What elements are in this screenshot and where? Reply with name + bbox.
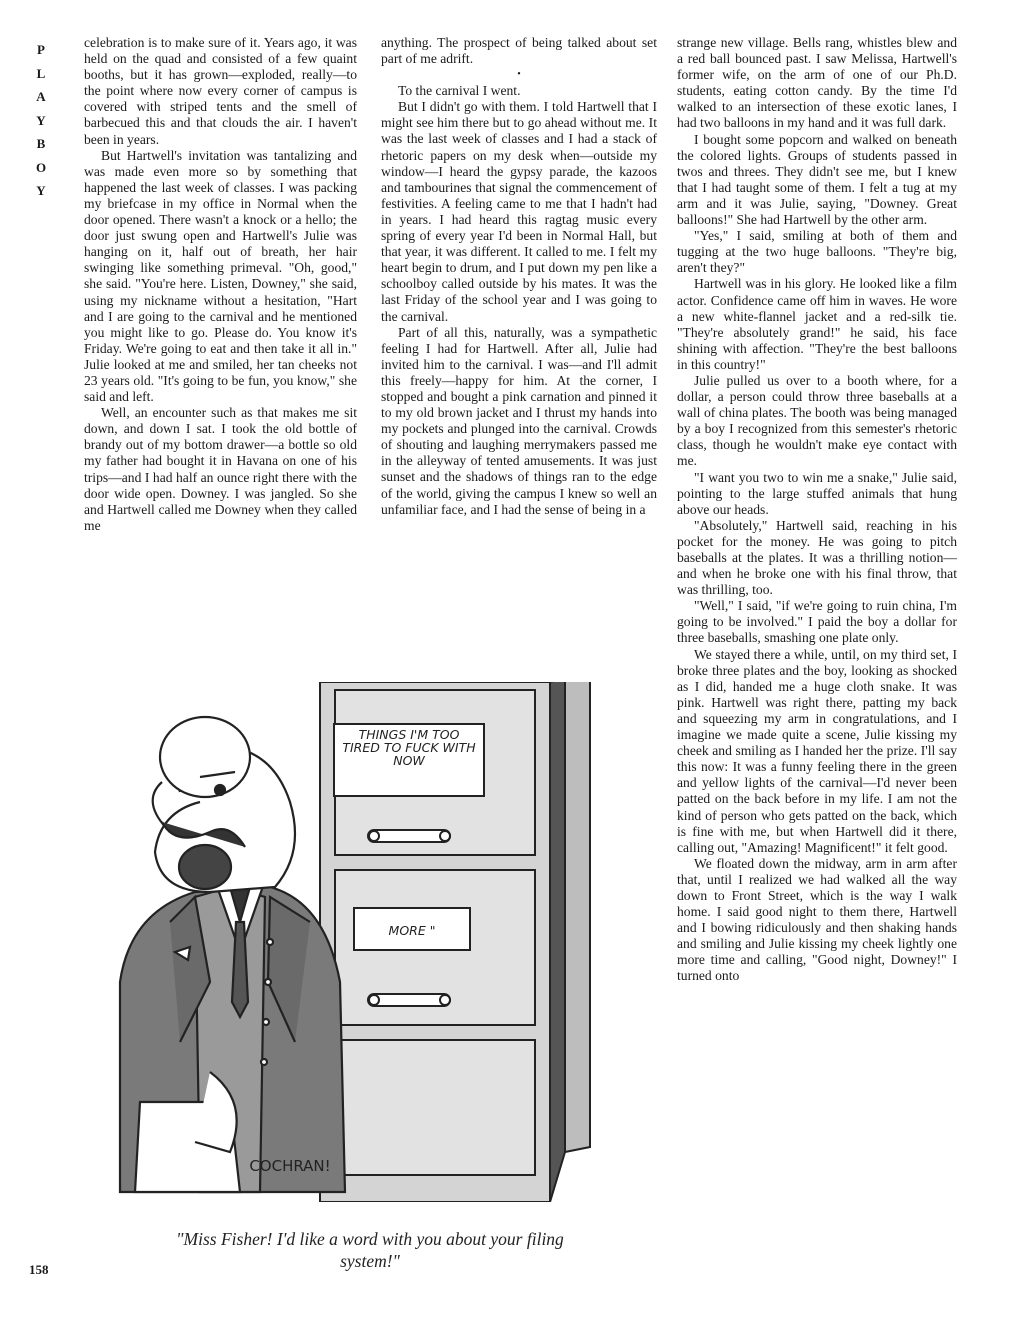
paragraph: But I didn't go with them. I told Hartwell that I might see him there but to go ahead without me. It was the last week of classes and I had a stack of rhetoric papers on my desk when—outside my window—I heard the gypsy parade, the kazoos and tambourines that signal the commencement of festivities. A feeling came to me that I hadn't had in years. I had heard this ragtag music every spring of every year I'd been in Normal Hall, but that year, it was different. It called to me. I felt my heart begin to drum, and I put down my pen like a schoolboy called outside by his mates. It was the last Friday of the school year and I was going to the carnival. <box>381 99 657 324</box>
magazine-letter: L <box>36 65 46 81</box>
paragraph: "Yes," I said, smiling at both of them and tugging at the two huge balloons. "They're big, aren't they?" <box>677 228 957 276</box>
paragraph: "I want you two to win me a snake," Julie said, pointing to the large stuffed animals that hung above our heads. <box>677 469 957 517</box>
paragraph: We floated down the midway, arm in arm after that, until I realized we had walked all the way down to Front Street, which is the way I walk home. I said good night to them there, Hartwell and I bowing ridiculously and then shaking hands and smiling and Julie kissing my cheek lightly one more time and calling, "Good night, Downey!" I turned onto <box>677 855 957 984</box>
section-break-dot: • <box>517 69 521 81</box>
paragraph: "Absolutely," Hartwell said, reaching in his pocket for the money. He was going to pitch baseballs at the plates. It was a thrilling notion—and when he broke one with his final throw, that was thrilling, too. <box>677 517 957 598</box>
magazine-name-vertical <box>29 38 53 203</box>
page-number: 158 <box>29 1262 49 1277</box>
paragraph: strange new village. Bells rang, whistles blew and a red ball bounced past. I saw Melissa, Hartwell's former wife, on the arm of one of our Ph.D. students, eating cotton candy. By the time I'd walked to an intersection of these exotic lanes, I had two balloons in my hand and it was full dark. <box>677 35 957 131</box>
angry-man-figure <box>120 717 345 1192</box>
paragraph: "Well," I said, "if we're going to ruin china, I'm going to be involved." I paid the boy a dollar for three baseballs, smashing one plate only. <box>677 598 957 646</box>
text-column-3 <box>677 35 957 985</box>
cartoon-illustration <box>100 682 660 1202</box>
paragraph: anything. The prospect of being talked about set part of me adrift. <box>381 35 657 67</box>
magazine-letter: A <box>36 89 46 104</box>
artist-signature: COCHRAN! <box>249 1157 331 1175</box>
text-column-2 <box>381 35 657 518</box>
magazine-letter: Y <box>36 183 46 198</box>
paragraph: But Hartwell's invitation was tantalizing and was made even more so by something that happened the last week of classes. I was packing my briefcase in my office in Normal when the door opened. There wasn't a knock or a hello; the door just swung open and Hartwell's Julie was hanging on it, half out of breath, her hair swinging like something primeval. "Oh, good," she said. "You're here. Listen, Downey," she said, using my nickname without a hesitation, "Hart and I are going to the carnival and he mentioned you might like to go. Please do. You know it's Friday. We're going to eat and then take it all in." Julie looked at me and smiled, her tan cheeks not 23 years old. "It's going to be fun, you know," she said and left. <box>84 147 357 405</box>
paragraph: To the carnival I went. <box>398 83 521 99</box>
magazine-letter: Y <box>36 112 46 128</box>
paragraph: We stayed there a while, until, on my third set, I broke three plates and the boy, looking as shocked as I did, handed me a huge cloth snake. It was pink. Hartwell was right there, patting my back and squeezing my arm in congratulations, and I imagine we made quite a scene, Julie kissing my cheek and smiling as I handed her the prize. I'll say this now: It was a funny feeling there in the green and yellow lights of the carnival—I'd never been patted on the back before in my life. I am not the kind of person who gets patted on the back, which is fine with me, but when Hartwell did it there, calling out, "Amazing! Magnificent!" it felt good. <box>677 646 957 855</box>
paragraph: Julie pulled us over to a booth where, for a dollar, a person could throw three baseballs at a wall of china plates. The booth was being managed by a boy I recognized from this semester's rhetoric class, though he wouldn't make eye contact with me. <box>677 372 957 469</box>
magazine-letter: O <box>35 159 47 175</box>
drawer-label-more: MORE " <box>388 923 436 938</box>
cartoon-caption: "Miss Fisher! I'd like a word with you about your filing system!" <box>176 1229 564 1271</box>
paragraph: Hartwell was in his glory. He looked like a film actor. Confidence came off him in waves. He wore a new white-flannel jacket and a red-silk tie. "They're absolutely grand!" he said, his face shining with affection. "They're the best balloons in this country!" <box>677 276 957 372</box>
drawer-label-top: THINGS I'M TOO TIRED TO FUCK WITH NOW <box>342 727 476 768</box>
paragraph: Well, an encounter such as that makes me sit down, and down I sat. I took the old bottle of brandy out of my bottom drawer—a bottle so old my father had bought it in Havana on one of his trips—and I had half an ounce right there with the door wide open. Downey. I was jangled. So she and Hartwell called me Downey when they called me <box>84 405 357 533</box>
magazine-letter: B <box>36 136 46 151</box>
text-column-1 <box>84 35 357 534</box>
magazine-letter: P <box>37 42 45 57</box>
paragraph: Part of all this, naturally, was a sympathetic feeling I had for Hartwell. After all, Julie had invited him to the carnival. I was—and I'll admit this freely—happy for him. At the corner, I stopped and bought a pink carnation and pinned it to my old brown jacket and I thrust my hands into my pockets and plunged into the carnival. Crowds of shouting and laughing merrymakers passed me in the alleyway of tented amusements. It was just sunset and the shadows of things ran to the edge of the world, giving the campus I knew so well an unfamiliar face, and I had the sense of being in a <box>381 324 657 517</box>
paragraph: I bought some popcorn and walked on beneath the colored lights. Groups of students passed in twos and threes. They didn't see me, but I knew that I had taught some of them. I felt a tug at my arm and it was Julie, saying, "Downey. Great balloons!" She had Hartwell by the other arm. <box>677 131 957 228</box>
paragraph: celebration is to make sure of it. Years ago, it was held on the quad and consisted of a few quaint booths, but it has grown—exploded, really—to the point where now every corner of campus is covered with striped tents and the smell of barbecued this and that clouds the air. I haven't been in years. <box>84 35 357 147</box>
